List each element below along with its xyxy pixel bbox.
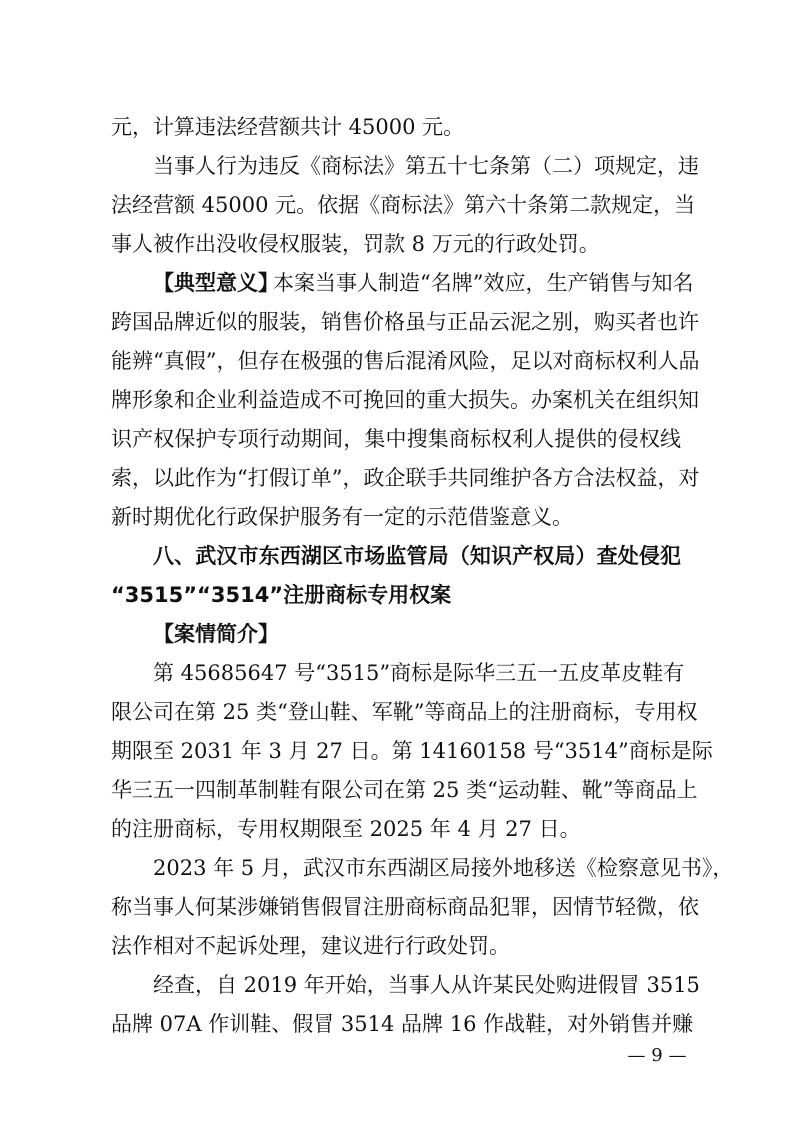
body-text-line: 的注册商标，专用权期限至 2025 年 4 月 27 日。 bbox=[111, 817, 581, 841]
body-text-line: 新时期优化行政保护服务有一定的示范借鉴意义。 bbox=[111, 505, 573, 529]
body-text-line: 元，计算违法经营额共计 45000 元。 bbox=[111, 115, 465, 139]
paragraph-line bbox=[0, 302, 793, 342]
paragraph-line bbox=[0, 926, 793, 966]
paragraph-line bbox=[0, 419, 793, 459]
body-text-line: 法经营额 45000 元。依据《商标法》第六十条第二款规定，当 bbox=[111, 193, 696, 217]
body-text-line: 期限至 2031 年 3 月 27 日。第 14160158 号“3514”商标是际 bbox=[111, 739, 713, 763]
body-text-line: 限公司在第 25 类“登山鞋、军靴”等商品上的注册商标，专用权 bbox=[111, 700, 698, 724]
paragraph-line bbox=[0, 497, 793, 537]
paragraph-line bbox=[0, 731, 793, 771]
body-text-line: 索，以此作为“打假订单”，政企联手共同维护各方合法权益，对 bbox=[111, 466, 700, 490]
paragraph-line bbox=[0, 809, 793, 849]
body-text-line: 第 45685647 号“3515”商标是际华三五一五皮革皮鞋有 bbox=[153, 661, 685, 685]
paragraph-line bbox=[0, 380, 793, 420]
body-text-line: 法作相对不起诉处理，建议进行行政处罚。 bbox=[111, 934, 510, 958]
body-text-line: 本案当事人制造“名牌”效应，生产销售与知名 bbox=[273, 271, 694, 295]
page-number: — 9 — bbox=[627, 1045, 687, 1066]
paragraph-line bbox=[0, 185, 793, 225]
paragraph-line bbox=[0, 146, 793, 186]
paragraph-line bbox=[0, 107, 793, 147]
paragraph-line bbox=[0, 1004, 793, 1044]
paragraph-line bbox=[0, 887, 793, 927]
section-heading: 八、武汉市东西湖区市场监管局（知识产权局）查处侵犯 bbox=[153, 544, 681, 568]
paragraph-line bbox=[0, 965, 793, 1005]
paragraph-line bbox=[0, 614, 793, 654]
body-text-line: 2023 年 5 月，武汉市东西湖区局接外地移送《检察意见书》， bbox=[153, 856, 734, 880]
paragraph-line bbox=[0, 263, 793, 303]
paragraph-line bbox=[0, 848, 793, 888]
paragraph-line bbox=[0, 224, 793, 264]
body-text-line: 能辨“真假”，但存在极强的售后混淆风险，足以对商标权利人品 bbox=[111, 349, 700, 373]
body-text-line: 牌形象和企业利益造成不可挽回的重大损失。办案机关在组织知 bbox=[111, 388, 699, 412]
paragraph-line bbox=[0, 341, 793, 381]
paragraph-line bbox=[0, 458, 793, 498]
body-text-line: 识产权保护专项行动期间，集中搜集商标权利人提供的侵权线 bbox=[111, 427, 681, 451]
paragraph-line bbox=[0, 692, 793, 732]
body-text-line: 事人被作出没收侵权服装，罚款 8 万元的行政处罚。 bbox=[111, 232, 600, 256]
section-heading: “3515”“3514”注册商标专用权案 bbox=[111, 583, 452, 607]
paragraph-line bbox=[0, 653, 793, 693]
body-text-line: 跨国品牌近似的服装，销售价格虽与正品云泥之别，购买者也许 bbox=[111, 310, 699, 334]
section-label-case-summary: 【案情简介】 bbox=[153, 621, 279, 646]
paragraph-line bbox=[0, 770, 793, 810]
body-text-line: 品牌 07A 作训鞋、假冒 3514 品牌 16 作战鞋，对外销售并赚 bbox=[111, 1012, 694, 1036]
section-heading-line bbox=[0, 536, 793, 576]
body-text-line: 称当事人何某涉嫌销售假冒注册商标商品犯罪，因情节轻微，依 bbox=[111, 895, 699, 919]
body-text-line: 华三五一四制革制鞋有限公司在第 25 类“运动鞋、靴”等商品上 bbox=[111, 778, 698, 802]
section-label-typical-significance: 【典型意义】 bbox=[153, 270, 279, 295]
section-heading-line bbox=[0, 575, 793, 615]
body-text-line: 当事人行为违反《商标法》第五十七条第（二）项规定，违 bbox=[153, 154, 699, 178]
body-text-line: 经查，自 2019 年开始，当事人从许某民处购进假冒 3515 bbox=[153, 973, 700, 997]
